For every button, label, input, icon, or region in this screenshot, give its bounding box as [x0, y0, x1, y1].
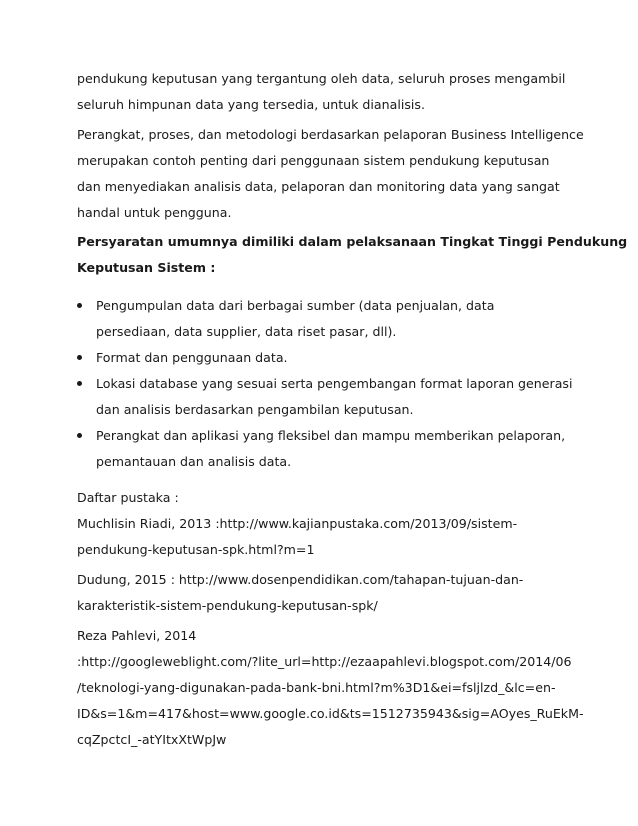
bullet-icon [77, 433, 82, 438]
reference-line: Dudung, 2015 : http://www.dosenpendidikan.com/tahapan-tujuan-dan- [77, 572, 524, 587]
list-item-line: Format dan penggunaan data. [96, 350, 288, 365]
intro-paragraph [77, 66, 577, 118]
bullet-icon [77, 381, 82, 386]
text-line: merupakan contoh penting dari penggunaan sistem pendukung keputusan [77, 153, 550, 168]
second-paragraph [77, 122, 584, 226]
list-item [77, 293, 577, 345]
text-line: seluruh himpunan data yang tersedia, untuk dianalisis. [77, 97, 425, 112]
list-item-line: Pengumpulan data dari berbagai sumber (data penjualan, data [96, 298, 495, 313]
list-item-line: pemantauan dan analisis data. [96, 454, 292, 469]
list-item [77, 423, 577, 475]
text-line: dan menyediakan analisis data, pelaporan dan monitoring data yang sangat [77, 179, 560, 194]
reference-line: cqZpctcI_-atYItxXtWpJw [77, 732, 227, 747]
heading-line: Keputusan Sistem : [77, 260, 216, 275]
list-item-line: Perangkat dan aplikasi yang fleksibel dan mampu memberikan pelaporan, [96, 428, 566, 443]
bullet-icon [77, 355, 82, 360]
list-item [77, 345, 577, 371]
text-line: pendukung keputusan yang tergantung oleh data, seluruh proses mengambil [77, 71, 566, 86]
reference-line: Reza Pahlevi, 2014 [77, 628, 197, 643]
document-body [77, 66, 628, 753]
list-item [77, 371, 577, 423]
list-item-line: Lokasi database yang sesuai serta pengembangan format laporan generasi [96, 376, 573, 391]
section-heading [77, 229, 628, 281]
bullet-icon [77, 303, 82, 308]
reference-line: :http://googleweblight.com/?lite_url=http://ezaapahlevi.blogspot.com/2014/06 [77, 654, 572, 669]
text-line: handal untuk pengguna. [77, 205, 232, 220]
reference-line: karakteristik-sistem-pendukung-keputusan-spk/ [77, 598, 378, 613]
references-title: Daftar pustaka : [77, 490, 179, 505]
reference-line: ID&s=1&m=417&host=www.google.co.id&ts=1512735943&sig=AOyes_RuEkM- [77, 706, 584, 721]
references-section [77, 485, 584, 753]
heading-line: Persyaratan umumnya dimiliki dalam pelaksanaan Tingkat Tinggi Pendukung [77, 234, 628, 249]
requirements-list [77, 293, 577, 475]
list-item-line: dan analisis berdasarkan pengambilan keputusan. [96, 402, 414, 417]
reference-item [77, 567, 577, 619]
list-item-line: persediaan, data supplier, data riset pasar, dll). [96, 324, 397, 339]
reference-line: /teknologi-yang-digunakan-pada-bank-bni.html?m%3D1&ei=fsljlzd_&lc=en- [77, 680, 556, 695]
reference-item [77, 511, 577, 563]
text-line: Perangkat, proses, dan metodologi berdasarkan pelaporan Business Intelligence [77, 127, 584, 142]
reference-line: pendukung-keputusan-spk.html?m=1 [77, 542, 315, 557]
reference-line: Muchlisin Riadi, 2013 :http://www.kajianpustaka.com/2013/09/sistem- [77, 516, 518, 531]
reference-item [77, 623, 584, 753]
